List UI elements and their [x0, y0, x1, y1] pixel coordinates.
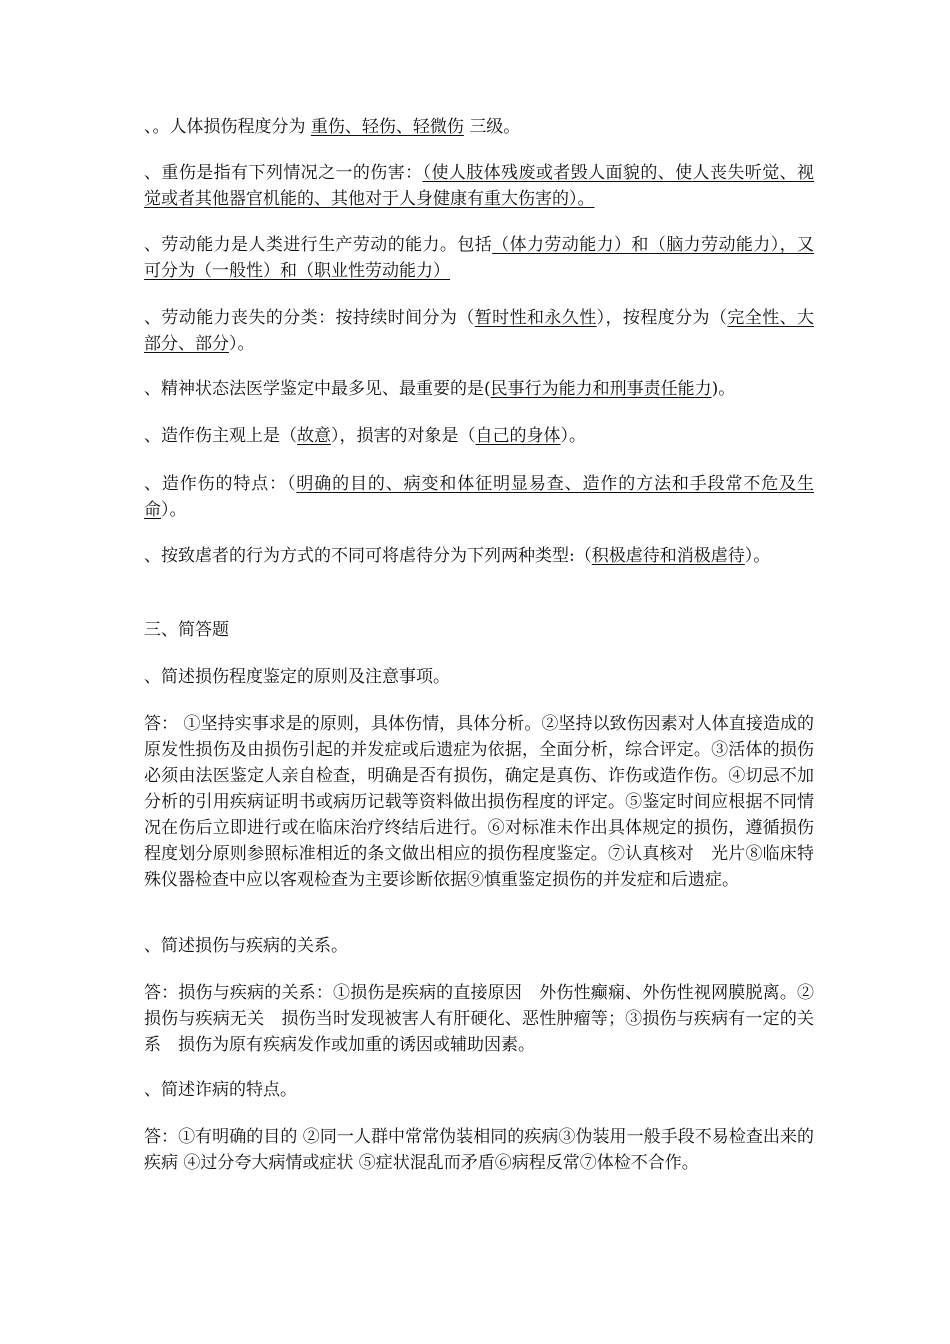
fill-item-5: [144, 376, 814, 402]
item-text: 、造作伤的特点：（: [144, 474, 297, 494]
item-text: 、重伤是指有下列情况之一的伤害：: [144, 163, 423, 183]
item-text: ），按程度分为（: [596, 308, 728, 328]
item-text: 、劳动能力是人类进行生产劳动的能力。包括: [144, 235, 493, 255]
question-3: 、简述诈病的特点。: [144, 1080, 297, 1100]
answer-underlined: 民事行为能力和刑事责任能力: [490, 379, 712, 399]
item-text: ）。: [744, 546, 771, 566]
fill-item-3: [144, 232, 814, 284]
item-text: 、按致虐者的行为方式的不同可将虐待分为下列两种类型:（: [144, 546, 592, 566]
item-text: 、精神状态法医学鉴定中最多见、最重要的是(: [144, 379, 491, 399]
item-text: 三级。: [469, 117, 521, 137]
answer-underlined: 故意: [297, 426, 331, 446]
question-2: 、简述损伤与疾病的关系。: [144, 936, 348, 956]
answer-underlined: 暂时性和永久性: [474, 308, 597, 328]
item-text: 、造作伤主观上是（: [144, 426, 297, 446]
answer-underlined: 完全性、大部分、部分: [144, 308, 815, 354]
answer-underlined: 积极虐待和消极虐待: [591, 546, 745, 566]
item-text: ）。: [560, 426, 586, 446]
answer-underlined: 明确的目的、病变和体征明显易查、造作的方法和手段常不危及生命: [144, 474, 814, 520]
fill-item-2: [144, 160, 814, 212]
answer-underlined: （体力劳动能力）和（脑力劳动能力），又可分为（一般性）和（职业性劳动能力）: [144, 235, 815, 281]
item-text: ）。: [161, 500, 187, 520]
answer-1: 答： ①坚持实事求是的原则，具体伤情，具体分析。②坚持以致伤因素对人体直接造成的原发性损伤及由损伤引起的并发症或后遗症为依据，全面分析，综合评定。③活体的损伤必须由法医鉴定人亲自检查，明确是否有损伤，确定是真伤、诈伤或造作伤。④切忌不加分析的引用疾病证明书或病历记载等资料做出损伤程度的评定。⑤鉴定时间应根据不同情况在伤后立即进行或在临床治疗终结后进行。⑥对标准未作出具体规定的损伤，遵循损伤程度划分原则参照标准相近的条文做出相应的损伤程度鉴定。⑦认真核对 光片⑧临床特殊仪器检查中应以客观检查为主要诊断依据⑨慎重鉴定损伤的并发症和后遗症。: [144, 714, 814, 890]
item-text: 、劳动能力丧失的分类：按持续时间分为（: [144, 308, 475, 328]
item-text: ），损害的对象是（: [331, 426, 476, 446]
fill-item-7: [144, 471, 814, 523]
answer-underlined: 自己的身体: [475, 426, 561, 446]
question-1: 、简述损伤程度鉴定的原则及注意事项。: [144, 667, 450, 687]
answer-3: 答：①有明确的目的 ②同一人群中常常伪装相同的疾病③伪装用一般手段不易检查出来的疾病 ④过分夸大病情或症状 ⑤症状混乱而矛盾⑥病程反常⑦体检不合作。: [144, 1127, 814, 1173]
answer-underlined: （使人肢体残废或者毁人面貌的、使人丧失听觉、视觉或者其他器官机能的、其他对于人身健康有重大伤害的）。: [144, 163, 815, 209]
item-text: )。: [711, 379, 736, 399]
section-title: 三、简答题: [144, 620, 229, 640]
fill-item-4: [144, 305, 814, 357]
item-text: 、。人体损伤程度分为: [144, 117, 306, 137]
fill-item-8: [144, 543, 814, 569]
answer-2: 答：损伤与疾病的关系：①损伤是疾病的直接原因 外伤性癫痫、外伤性视网膜脱离。②损伤与疾病无关 损伤当时发现被害人有肝硬化、恶性肿瘤等；③损伤与疾病有一定的关系 损伤为原有疾病发作或加重的诱因或辅助因素。: [144, 983, 814, 1055]
fill-item-1: [144, 114, 814, 140]
item-text: ）。: [229, 334, 255, 354]
answer-underlined: 重伤、轻伤、轻微伤: [310, 117, 464, 137]
fill-item-6: [144, 423, 814, 449]
